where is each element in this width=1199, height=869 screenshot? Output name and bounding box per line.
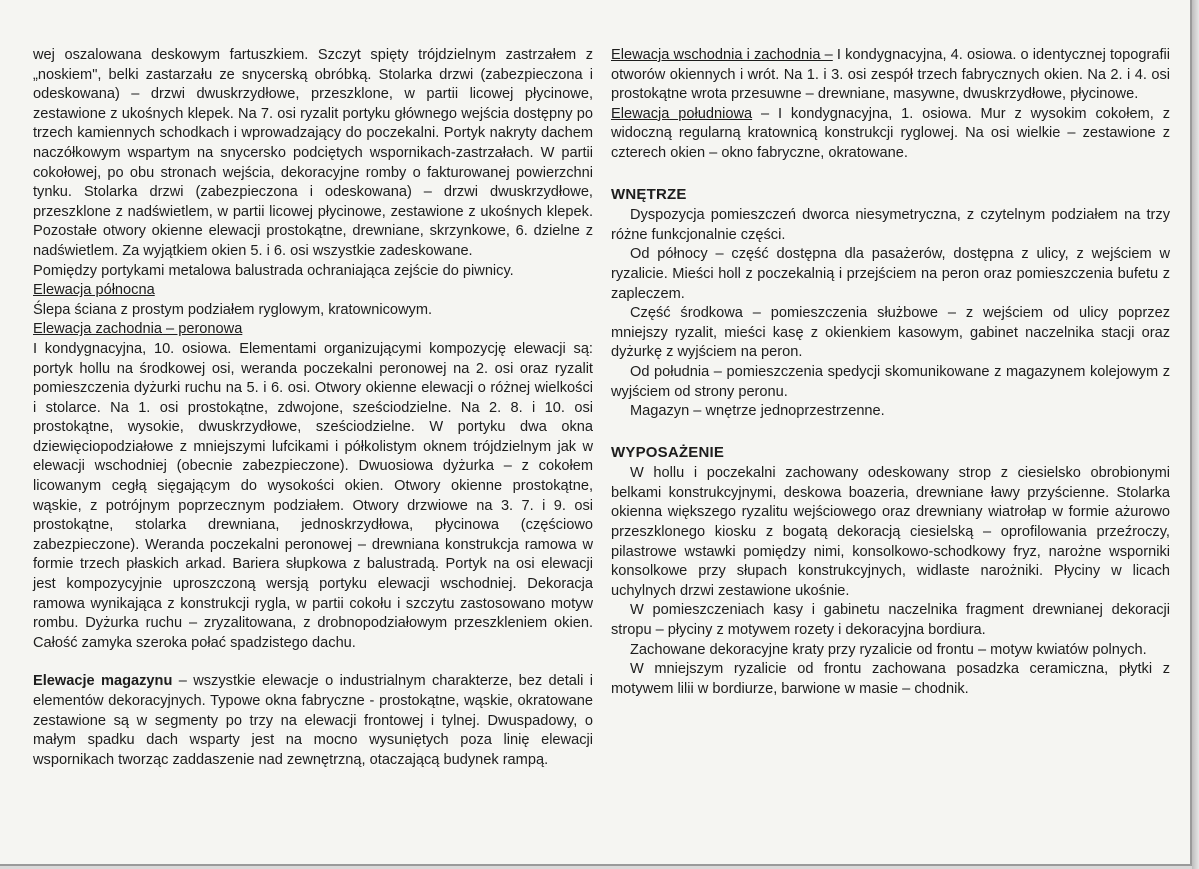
paragraph-west-elevation: I kondygnacyjna, 10. osiowa. Elementami organizującymi kompozycję elewacji są: portyk hollu na środkowej osi, weranda poczekalni peronowej na 2. osi oraz ryzalit pomieszczenia dyżurki ruchu na 5. i 6. osi. Otwory okienne elewacji o różnej wielkości i stolarce. Na 1. osi prostokątne, zdwojone, sześciodzielne. Na 2. 8. i 10. osi prostokątne, wysokie, dwuskrzydłowe, sześciodzielne. W portyku dwa okna dziewięciopodziałowe z mniejszymi lufcikami i półkolistym oknem trójdzielnym jak w elewacji wschodniej (obecnie zabezpieczone). Dwuosiowa dyżurka – z cokołem licowanym cegłą sięgającym do wysokości okien. Otwory okienne prostokątne, wąskie, z potrójnym poprzecznym podziałem. Otwory drzwiowe na 3. 7. i 9. osi prostokątne, stolarka drewniana, jednoskrzydłowa, płycinowa (częściowo zabezpieczone). Weranda poczekalni peronowej – drewniana konstrukcja ramowa w formie trzech płaskich arkad. Bariera słupkowa z balustradą. Portyk na osi elewacji jest kompozycyjnie uproszczoną wersją portyku elewacji wschodniej. Dekoracja ramowa wynikająca z konstrukcji rygla, w partii cokołu i szczytu zastosowano motyw rombu. Dyżurka ruchu – zryzalitowana, z drobnopodziałowym przeszkleniem okien. Całość zamyka szeroka połać spadzistego dachu.	[33, 340, 593, 651]
paragraph-interior-south: Od południa – pomieszczenia spedycji skomunikowane z magazynem kolejowym z wyjściem od strony peronu.	[611, 363, 1170, 400]
paragraph-north-elevation: Ślepa ściana z prostym podziałem ryglowym, kratownicowym.	[33, 301, 433, 318]
paragraph-south-elevation	[611, 105, 1170, 164]
paragraph-equipment-grates: Zachowane dekoracyjne kraty przy ryzalicie od frontu – motyw kwiatów polnych.	[630, 641, 1147, 658]
paragraph-interior-warehouse: Magazyn – wnętrze jednoprzestrzenne.	[630, 403, 885, 420]
heading-east-west-elevation: Elewacja wschodnia i zachodnia –	[611, 47, 833, 63]
left-column	[33, 46, 593, 770]
paragraph-equipment-office: W pomieszczeniach kasy i gabinetu naczelnika fragment drewnianej dekoracji stropu – płyciny z motywem rozety i dekoracyjna bordiura.	[611, 602, 1170, 639]
paragraph-balustrade: Pomiędzy portykami metalowa balustrada ochraniająca zejście do piwnicy.	[33, 262, 514, 279]
text-south-elevation: – I kondygnacyjna, 1. osiowa. Mur z wysokim cokołem, z widoczną regularną kratownicą konstrukcji ryglowej. Na osi wielkie – zestawione z czterech okien – okno fabryczne, okratowane.	[611, 105, 1171, 161]
paragraph-equipment-hall: W hollu i poczekalni zachowany odeskowany strop z ciesielsko obrobionymi belkami konstrukcyjnymi, deskowa boazeria, drewniane ławy przyścienne. Stolarka okienna większego ryzalitu wejściowego oraz drewniany wiatrołap w formie ażurowo przeszklonego kiosku z bogatą dekoracją ciesielską – oprofilowania przeźroczy, pilastrowe wstawki pomiędzy nimi, konsolkowo-schodkowy fryz, narożne wsporniki konsolkowe przy słupach konstrukcyjnych, widlaste narożniki. Płyciny w licach uchylnych drzwi zestawione ukośnie.	[611, 465, 1170, 599]
right-column	[611, 46, 1170, 699]
paragraph-interior-north: Od północy – część dostępna dla pasażerów, dostępna z ulicy, z wejściem w ryzalicie. Mieści holl z poczekalnią i przejściem na peron oraz pomieszczenia bufetu z zapleczem.	[611, 246, 1170, 302]
heading-equipment: WYPOSAŻENIE	[611, 443, 725, 461]
spacer	[33, 653, 593, 672]
paragraph-warehouse	[33, 672, 593, 770]
text-warehouse-elevations: – wszystkie elewacje o industrialnym charakterze, bez detali i elementów dekoracyjnych. Typowe okna fabryczne - prostokątne, wąskie, okratowane zestawione są w segmenty po trzy na elewacji frontowej i tylnej. Dwuspadowy, o małym spadku dach wsparty jest na mocno wysuniętych poza linię elewacji wspornikach tworząc zaddaszenie nad zewnętrzną, otaczającą budynek rampą.	[33, 673, 593, 768]
paragraph-east-portico: wej oszalowana deskowym fartuszkiem. Szczyt spięty trójdzielnym zastrzałem z „noskiem", belki zastarzału ze snycerską obróbką. Stolarka drzwi (zabezpieczona i odeskowana) – drzwi dwuskrzydłowe, przeszklone, w partii licowej płycinowe, zestawione z ukośnych klepek. Na 7. osi ryzalit portyku głównego wejścia dostępny po trzech kamiennych schodkach i wprowadzający do poczekalni. Portyk nakryty dachem naczółkowym wspartym na snycersko podciętych wspornikach-zastrzałach. W partii cokołowej, po obu stronach wejścia, dekoracyjne romby o fakturowanej powierzchni tynku. Stolarka drzwi (zabezpieczona i odeskowana) – drzwi dwuskrzydłowe, przeszklone z nadświetlem, w partii licowej płycinowe, zestawione z ukośnych klepek. Pozostałe otwory okienne elewacji prostokątne, drewniane, skrzynkowe, 6. dzielne z nadświetlem. Za wyjątkiem okien 5. i 6. osi wszystkie zadeskowane.	[33, 47, 593, 259]
heading-north-elevation: Elewacja północna	[33, 282, 155, 299]
scan-edge	[1192, 0, 1199, 869]
paragraph-interior-middle: Część środkowa – pomieszczenia służbowe – z wejściem od ulicy poprzez mniejszy ryzalit, mieści kasę z okienkiem kasowym, gabinet naczelnika stacji oraz dyżurkę z wyjściem na peron.	[611, 305, 1170, 361]
paragraph-equipment-floor: W mniejszym ryzalicie od frontu zachowana posadzka ceramiczna, płytki z motywem lilii w bordiurze, barwione w masie – chodnik.	[611, 661, 1170, 697]
heading-south-elevation: Elewacja południowa	[611, 105, 753, 122]
heading-west-elevation: Elewacja zachodnia – peronowa	[33, 321, 243, 338]
paragraph-interior-layout: Dyspozycja pomieszczeń dworca niesymetryczna, z czytelnym podziałem na trzy różne funkcjonalnie części.	[611, 207, 1170, 243]
paragraph-east-west-elevation	[611, 46, 1170, 105]
heading-interior: WNĘTRZE	[611, 185, 687, 203]
heading-warehouse-elevations: Elewacje magazynu	[33, 673, 173, 690]
text-east-west-elevation: I kondygnacyjna, 4. osiowa. o identycznej topografii otworów okiennych i wrót. Na 1. i 3. osi zespół trzech fabrycznych okien. Na 2. i 4. osi prostokątne wrota przesuwne – drewniane, masywne, dwuskrzydłowe, płycinowe.	[611, 47, 1170, 103]
